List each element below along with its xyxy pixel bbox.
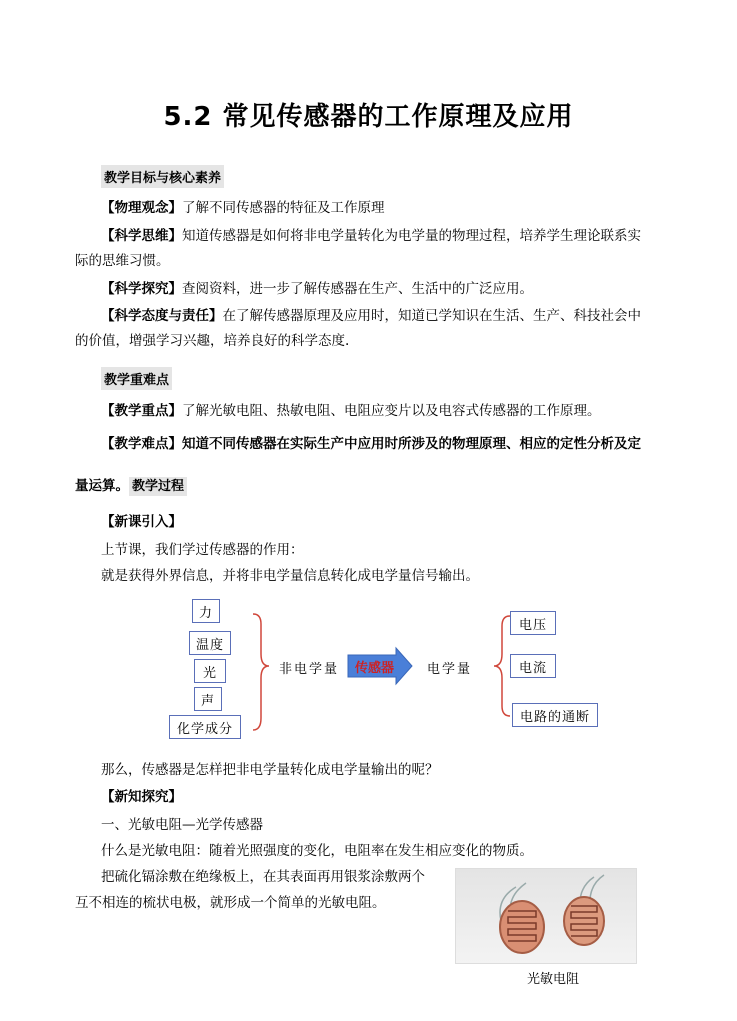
difficult-point bbox=[101, 434, 641, 454]
objective-tag: 【科学态度与责任】 bbox=[101, 308, 223, 324]
objective-inquiry bbox=[101, 279, 533, 299]
section-heading-keypoints: 教学重难点 bbox=[101, 367, 172, 390]
objective-attitude bbox=[101, 306, 641, 326]
intro-tag: 【新课引入】 bbox=[101, 514, 182, 530]
intro-line-2: 就是获得外界信息，并将非电学量信息转化成电学量信号输出。 bbox=[101, 568, 479, 584]
sensor-diagram bbox=[165, 596, 605, 741]
photoresistor-image bbox=[456, 869, 636, 963]
output-box-current: 电流 bbox=[510, 654, 556, 678]
objective-thinking bbox=[101, 226, 641, 246]
right-brace bbox=[494, 616, 510, 716]
input-box-light: 光 bbox=[194, 659, 226, 683]
objective-physics bbox=[101, 198, 385, 218]
description-line-1: 把硫化镉涂敷在绝缘板上，在其表面再用银浆涂敷两个 bbox=[101, 869, 425, 885]
key-point-text: 了解光敏电阻、热敏电阻、电阻应变片以及电容式传感器的工作原理。 bbox=[182, 403, 601, 419]
sensor-label: 传感器 bbox=[355, 661, 395, 676]
difficult-point-cont bbox=[75, 476, 187, 497]
objective-text: 知道传感器是如何将非电学量转化为电学量的物理过程，培养学生理论联系实 bbox=[182, 228, 641, 244]
label-non-electrical: 非电学量 bbox=[279, 662, 340, 677]
definition-line: 什么是光敏电阻：随着光照强度的变化，电阻率在发生相应变化的物质。 bbox=[101, 843, 533, 859]
input-box-sound: 声 bbox=[194, 687, 222, 711]
page-title: 5.2 常见传感器的工作原理及应用 bbox=[163, 102, 574, 132]
objective-thinking-cont: 际的思维习惯。 bbox=[75, 253, 170, 269]
input-box-force: 力 bbox=[192, 599, 220, 623]
left-brace bbox=[253, 614, 269, 730]
intro-line-1: 上节课，我们学过传感器的作用： bbox=[101, 542, 304, 558]
photoresistor-photo bbox=[455, 868, 637, 964]
input-box-temperature: 温度 bbox=[189, 631, 231, 655]
output-box-voltage: 电压 bbox=[510, 611, 556, 635]
objective-text: 了解不同传感器的特征及工作原理 bbox=[182, 200, 385, 216]
photo-caption: 光敏电阻 bbox=[527, 972, 580, 987]
difficult-point-tag: 【教学难点】 bbox=[101, 436, 182, 452]
input-box-chemical: 化学成分 bbox=[169, 715, 241, 739]
difficult-point-text: 知道不同传感器在实际生产中应用时所涉及的物理原理、相应的定性分析及定 bbox=[182, 436, 641, 452]
description-line-2: 互不相连的梳状电极，就形成一个简单的光敏电阻。 bbox=[75, 895, 386, 911]
objective-tag: 【科学探究】 bbox=[101, 281, 182, 297]
section-heading-objectives: 教学目标与核心素养 bbox=[101, 165, 224, 188]
subheading-photoresistor: 一、光敏电阻—光学传感器 bbox=[101, 817, 263, 833]
label-electrical: 电学量 bbox=[427, 662, 473, 677]
objective-tag: 【科学思维】 bbox=[101, 228, 182, 244]
objective-tag: 【物理观念】 bbox=[101, 200, 182, 216]
objective-text: 在了解传感器原理及应用时，知道已学知识在生活、生产、科技社会中 bbox=[222, 308, 641, 324]
explore-tag: 【新知探究】 bbox=[101, 789, 182, 805]
section-heading-process: 教学过程 bbox=[129, 477, 187, 496]
objective-text: 查阅资料，进一步了解传感器在生产、生活中的广泛应用。 bbox=[182, 281, 533, 297]
objective-attitude-cont: 的价值，增强学习兴趣，培养良好的科学态度. bbox=[75, 333, 350, 349]
key-point-tag: 【教学重点】 bbox=[101, 403, 182, 419]
output-box-circuit: 电路的通断 bbox=[512, 703, 598, 727]
key-point bbox=[101, 401, 601, 421]
question-line: 那么，传感器是怎样把非电学量转化成电学量输出的呢？ bbox=[101, 762, 439, 778]
difficult-point-cont-text: 量运算。 bbox=[75, 478, 129, 494]
